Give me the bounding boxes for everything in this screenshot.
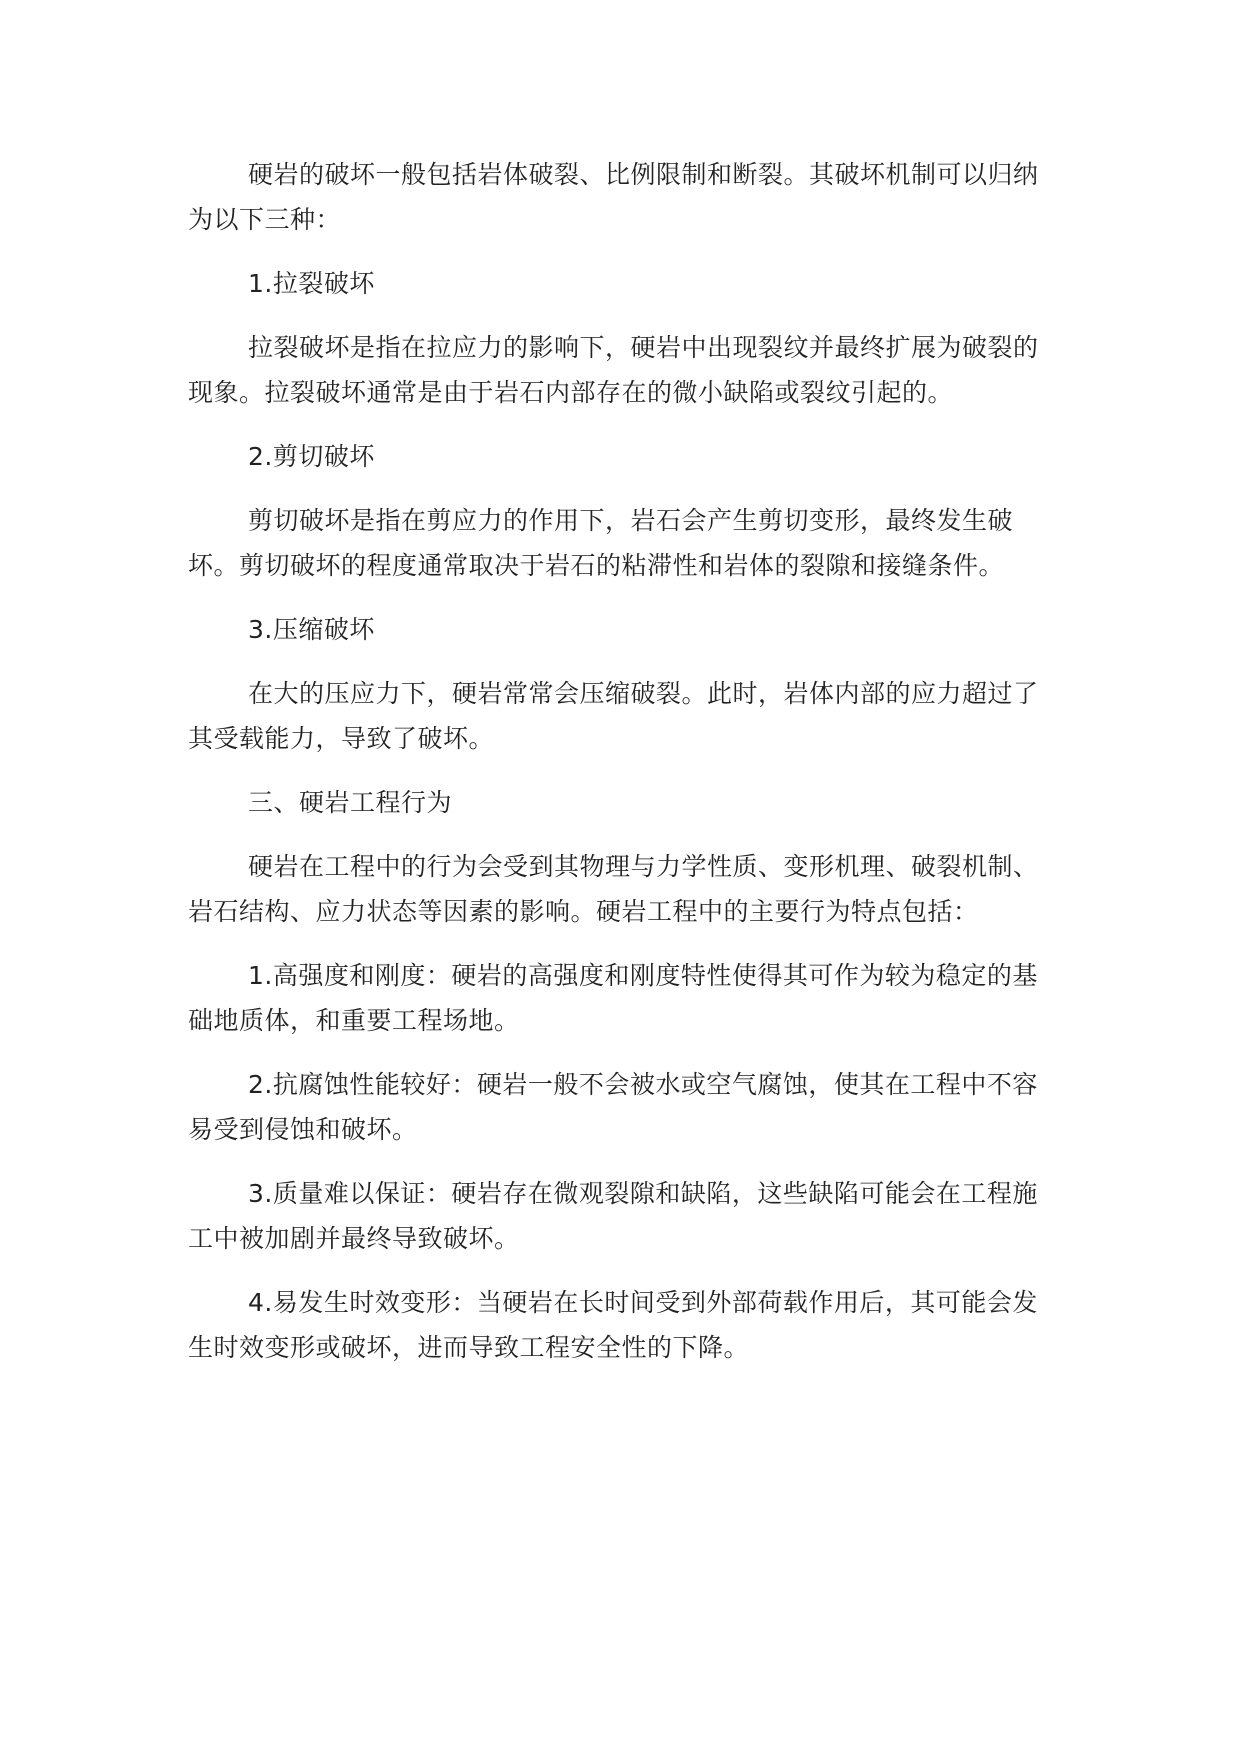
paragraph-behavior-item-2: 2.抗腐蚀性能较好：硬岩一般不会被水或空气腐蚀，使其在工程中不容易受到侵蚀和破坏。 (188, 1070, 1038, 1144)
paragraph-tensile-failure: 拉裂破坏是指在拉应力的影响下，硬岩中出现裂纹并最终扩展为破裂的现象。拉裂破坏通常是由于岩石内部存在的微小缺陷或裂纹引起的。 (188, 333, 1039, 407)
paragraph-compression-failure: 在大的压应力下，硬岩常常会压缩破裂。此时，岩体内部的应力超过了其受载能力，导致了破坏。 (188, 679, 1039, 753)
heading-shear-failure: 2.剪切破坏 (248, 442, 375, 471)
paragraph-behavior-item-3: 3.质量难以保证：硬岩存在微观裂隙和缺陷，这些缺陷可能会在工程施工中被加剧并最终导致破坏。 (188, 1179, 1038, 1253)
paragraph-behavior-item-4: 4.易发生时效变形：当硬岩在长时间受到外部荷载作用后，其可能会发生时效变形或破坏，进而导致工程安全性的下降。 (188, 1288, 1038, 1362)
heading-section-3: 三、硬岩工程行为 (248, 788, 453, 817)
paragraph-shear-failure: 剪切破坏是指在剪应力的作用下，岩石会产生剪切变形，最终发生破坏。剪切破坏的程度通常取决于岩石的粘滞性和岩体的裂隙和接缝条件。 (188, 506, 1014, 580)
heading-tensile-failure: 1.拉裂破坏 (248, 269, 375, 298)
document-body (188, 152, 1048, 1389)
paragraph-engineering-behavior-intro: 硬岩在工程中的行为会受到其物理与力学性质、变形机理、破裂机制、岩石结构、应力状态等因素的影响。硬岩工程中的主要行为特点包括： (188, 852, 1039, 926)
paragraph-behavior-item-1: 1.高强度和刚度：硬岩的高强度和刚度特性使得其可作为较为稳定的基础地质体，和重要工程场地。 (188, 961, 1038, 1035)
heading-compression-failure: 3.压缩破坏 (248, 615, 375, 644)
paragraph-failure-intro: 硬岩的破坏一般包括岩体破裂、比例限制和断裂。其破坏机制可以归纳为以下三种： (188, 160, 1039, 234)
